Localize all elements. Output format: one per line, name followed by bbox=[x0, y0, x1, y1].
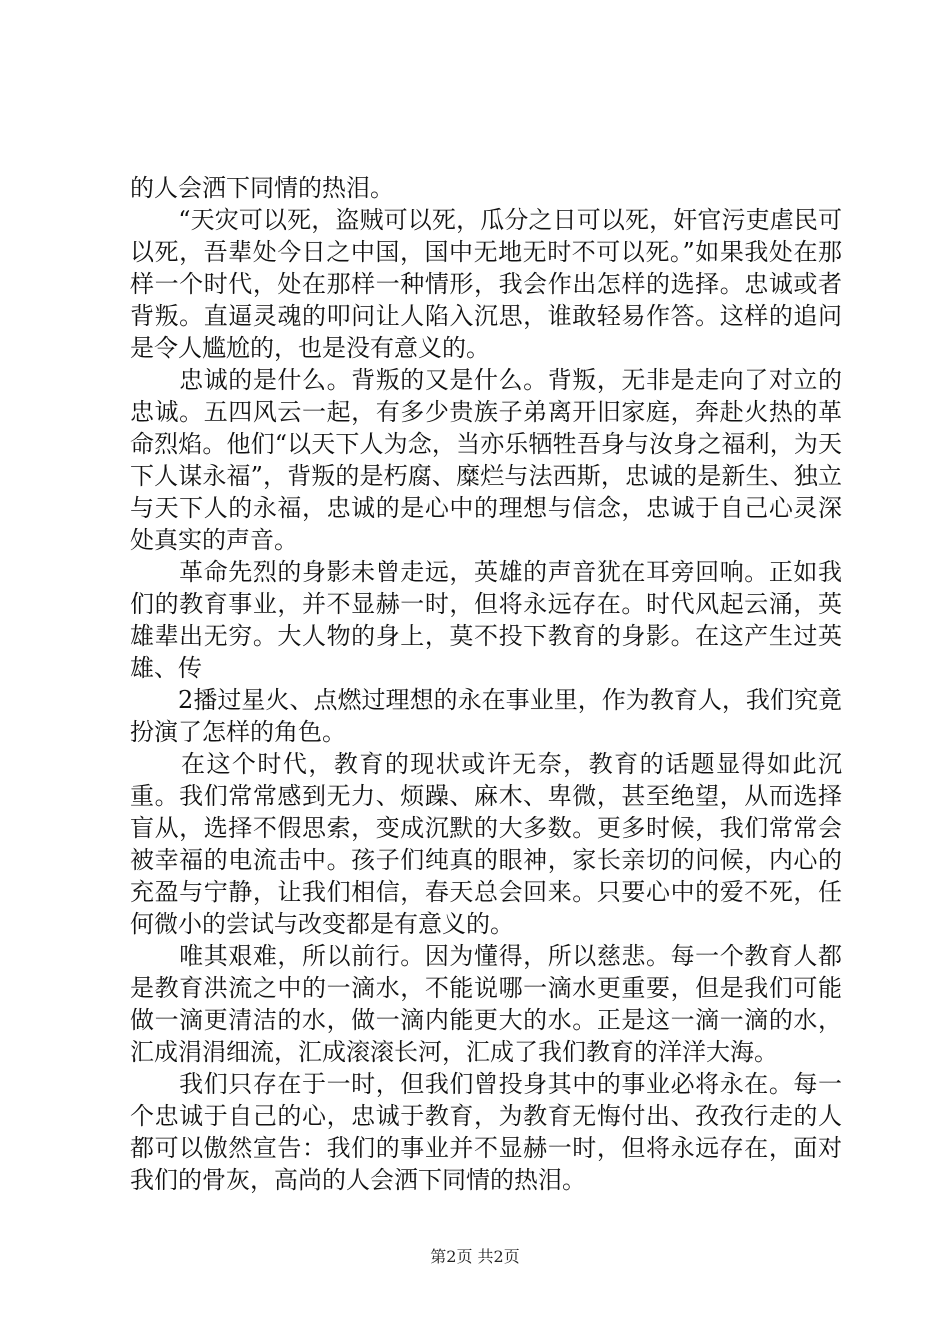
paragraph: 忠诚的是什么。背叛的又是什么。背叛，无非是走向了对立的忠诚。五四风云一起，有多少贵族子弟离开旧家庭，奔赴火热的革命烈焰。他们“以天下人为念，当亦乐牺牲吾身与汝身之福利，为天下人谋永福”，背叛的是朽腐、糜烂与法西斯，忠诚的是新生、独立与天下人的永福，忠诚的是心中的理想与信念，忠诚于自己心灵深处真实的声音。 bbox=[130, 366, 842, 554]
paragraph: 2播过星火、点燃过理想的永在事业里，作为教育人，我们究竟扮演了怎样的角色。 bbox=[130, 686, 842, 746]
paragraph: “天灾可以死，盗贼可以死，瓜分之日可以死，奸官污吏虐民可以死，吾辈处今日之中国，国中无地无时不可以死。”如果我处在那样一个时代，处在那样一种情形，我会作出怎样的选择。忠诚或者背叛。直逼灵魂的叩问让人陷入沉思，谁敢轻易作答。这样的追问是令人尴尬的，也是没有意义的。 bbox=[130, 206, 842, 362]
paragraph: 的人会洒下同情的热泪。 bbox=[130, 174, 394, 202]
paragraph: 唯其艰难，所以前行。因为懂得，所以慈悲。每一个教育人都是教育洪流之中的一滴水，不能说哪一滴水更重要，但是我们可能做一滴更清洁的水，做一滴内能更大的水。正是这一滴一滴的水，汇成涓涓细流，汇成滚滚长河，汇成了我们教育的洋洋大海。 bbox=[130, 942, 842, 1066]
paragraph: 在这个时代，教育的现状或许无奈，教育的话题显得如此沉重。我们常常感到无力、烦躁、麻木、卑微，甚至绝望，从而选择盲从，选择不假思索，变成沉默的大多数。更多时候，我们常常会被幸福的电流击中。孩子们纯真的眼神，家长亲切的问候，内心的充盈与宁静，让我们相信，春天总会回来。只要心中的爱不死，任何微小的尝试与改变都是有意义的。 bbox=[130, 750, 842, 938]
document-body bbox=[130, 172, 842, 1196]
page-footer: 第2页 共2页 bbox=[430, 1247, 520, 1266]
paragraph: 革命先烈的身影未曾走远，英雄的声音犹在耳旁回响。正如我们的教育事业，并不显赫一时，但将永远存在。时代风起云涌，英雄辈出无穷。大人物的身上，莫不投下教育的身影。在这产生过英雄、传 bbox=[130, 558, 842, 682]
paragraph: 我们只存在于一时，但我们曾投身其中的事业必将永在。每一个忠诚于自己的心，忠诚于教育，为教育无悔付出、孜孜行走的人都可以傲然宣告：我们的事业并不显赫一时，但将永远存在，面对我们的骨灰，高尚的人会洒下同情的热泪。 bbox=[130, 1070, 842, 1194]
